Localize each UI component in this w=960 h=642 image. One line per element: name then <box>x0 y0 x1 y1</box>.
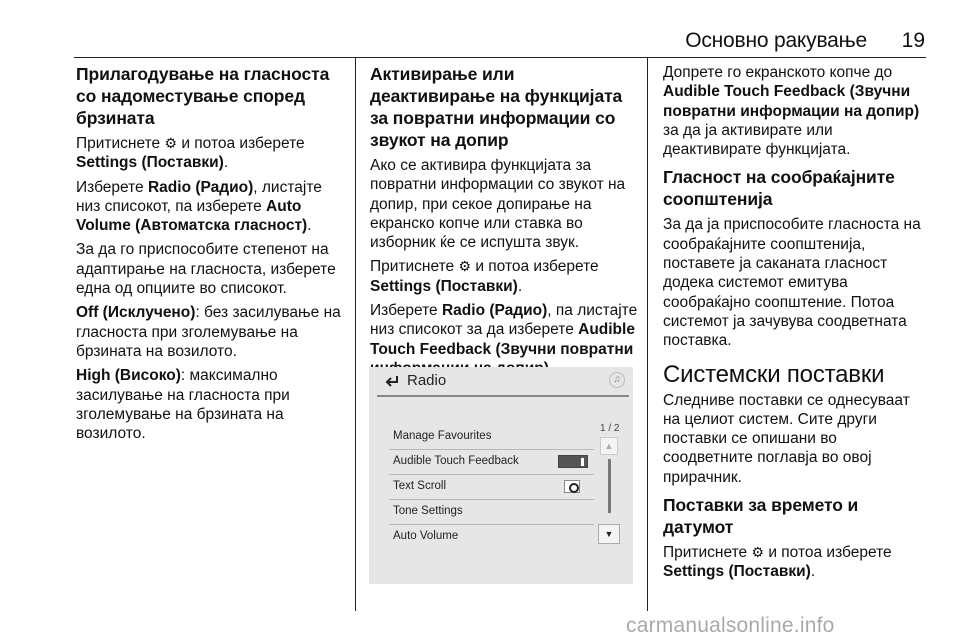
gear-icon: ⚙ <box>164 135 178 151</box>
scrollbar-track <box>608 459 611 513</box>
settings-list <box>389 425 594 550</box>
header-rule <box>74 57 926 58</box>
scroll-down-icon: ▼ <box>598 524 620 544</box>
column-3 <box>663 63 929 587</box>
section-heading-traffic-volume: Гласност на сообраќајните соопштенија <box>663 167 895 210</box>
back-arrow-icon <box>385 373 399 387</box>
section-heading-speed-volume: Прилагодување на гласноста со надоместување според брзината <box>76 64 330 128</box>
screen-title: Radio <box>407 372 447 389</box>
chapter-heading-system-settings: Системски поставки <box>663 360 885 388</box>
paragraph: Притиснете ⚙ и потоа изберете Settings (Поставки). <box>76 135 305 172</box>
music-note-icon: ♫ <box>609 372 625 388</box>
paragraph: Изберете Radio (Радио), па листајте низ списокот за да изберете Audible Touch Feedback (Звучни повратни <box>370 302 638 358</box>
paragraph: Следниве поставки се однесуваат на целиот систем. Сите други поставки се опишани во соодветните поглавја во овој прирачник. <box>663 391 910 486</box>
section-heading-touch-feedback: Активирање или деактивирање на функцијата за повратни информации со звукот на допир <box>370 64 623 150</box>
column-divider-1 <box>355 58 356 611</box>
column-divider-2 <box>647 58 648 611</box>
paragraph: За да ја приспособите гласноста на сообраќајните соопштенија, поставете ја саканата гласност додека системот емитува сообраќајно соопштение. Потоа системот ја зачувува соодветната поставка. <box>663 216 921 350</box>
radio-settings-screenshot <box>369 367 633 584</box>
paragraph: Притиснете ⚙ и потоа изберете Settings (Поставки). <box>370 258 599 295</box>
column-2 <box>370 63 638 383</box>
radio-button <box>564 480 580 493</box>
gear-icon: ⚙ <box>751 544 765 561</box>
list-item: Text Scroll <box>389 475 594 500</box>
paragraph: За да го приспособите степенот на адаптирање на гласноста, изберете една од опциите во списокот. <box>76 241 336 298</box>
title-bar-rule <box>377 395 629 397</box>
scroll-up-icon: ▲ <box>600 437 618 455</box>
paragraph: Допрете го екранското копче до Audible Touch Feedback (Звучни повратни информации на допир) за да ја активирате или деактивирате функцијата. <box>663 64 920 159</box>
page-number: 19 <box>901 29 925 52</box>
list-item: Auto Volume <box>393 530 459 542</box>
paragraph: Ако се активира функцијата за повратни информации со звукот на допир, при секое допирање на екранско копче или ставка во изборник ќе се испушта звук. <box>370 157 626 252</box>
toggle-switch <box>558 455 588 468</box>
list-item: Audible Touch Feedback <box>389 450 594 475</box>
watermark: carmanualsonline.info <box>626 614 835 637</box>
running-header-title: Основно ракување <box>685 29 867 52</box>
paragraph: Off (Исклучено): без засилување на гласноста при зголемување на брзината на возилото. <box>76 304 341 360</box>
list-item: Tone Settings <box>389 500 594 525</box>
column-1 <box>76 63 346 448</box>
list-item: Manage Favourites <box>389 425 594 450</box>
paragraph: High (Високо): максимално засилување на гласноста при зголемување на брзината на возилото. <box>76 367 290 443</box>
section-heading-time-date: Поставки за времето и датумот <box>663 495 859 538</box>
paragraph: Изберете Radio (Радио), листајте низ списокот, па изберете Auto Volume (Автоматска гласност). <box>76 178 322 235</box>
gear-icon: ⚙ <box>458 258 472 275</box>
page-indicator: 1 / 2 <box>600 423 620 434</box>
paragraph: Притиснете ⚙ и потоа изберете Settings (Поставки). <box>663 544 892 581</box>
